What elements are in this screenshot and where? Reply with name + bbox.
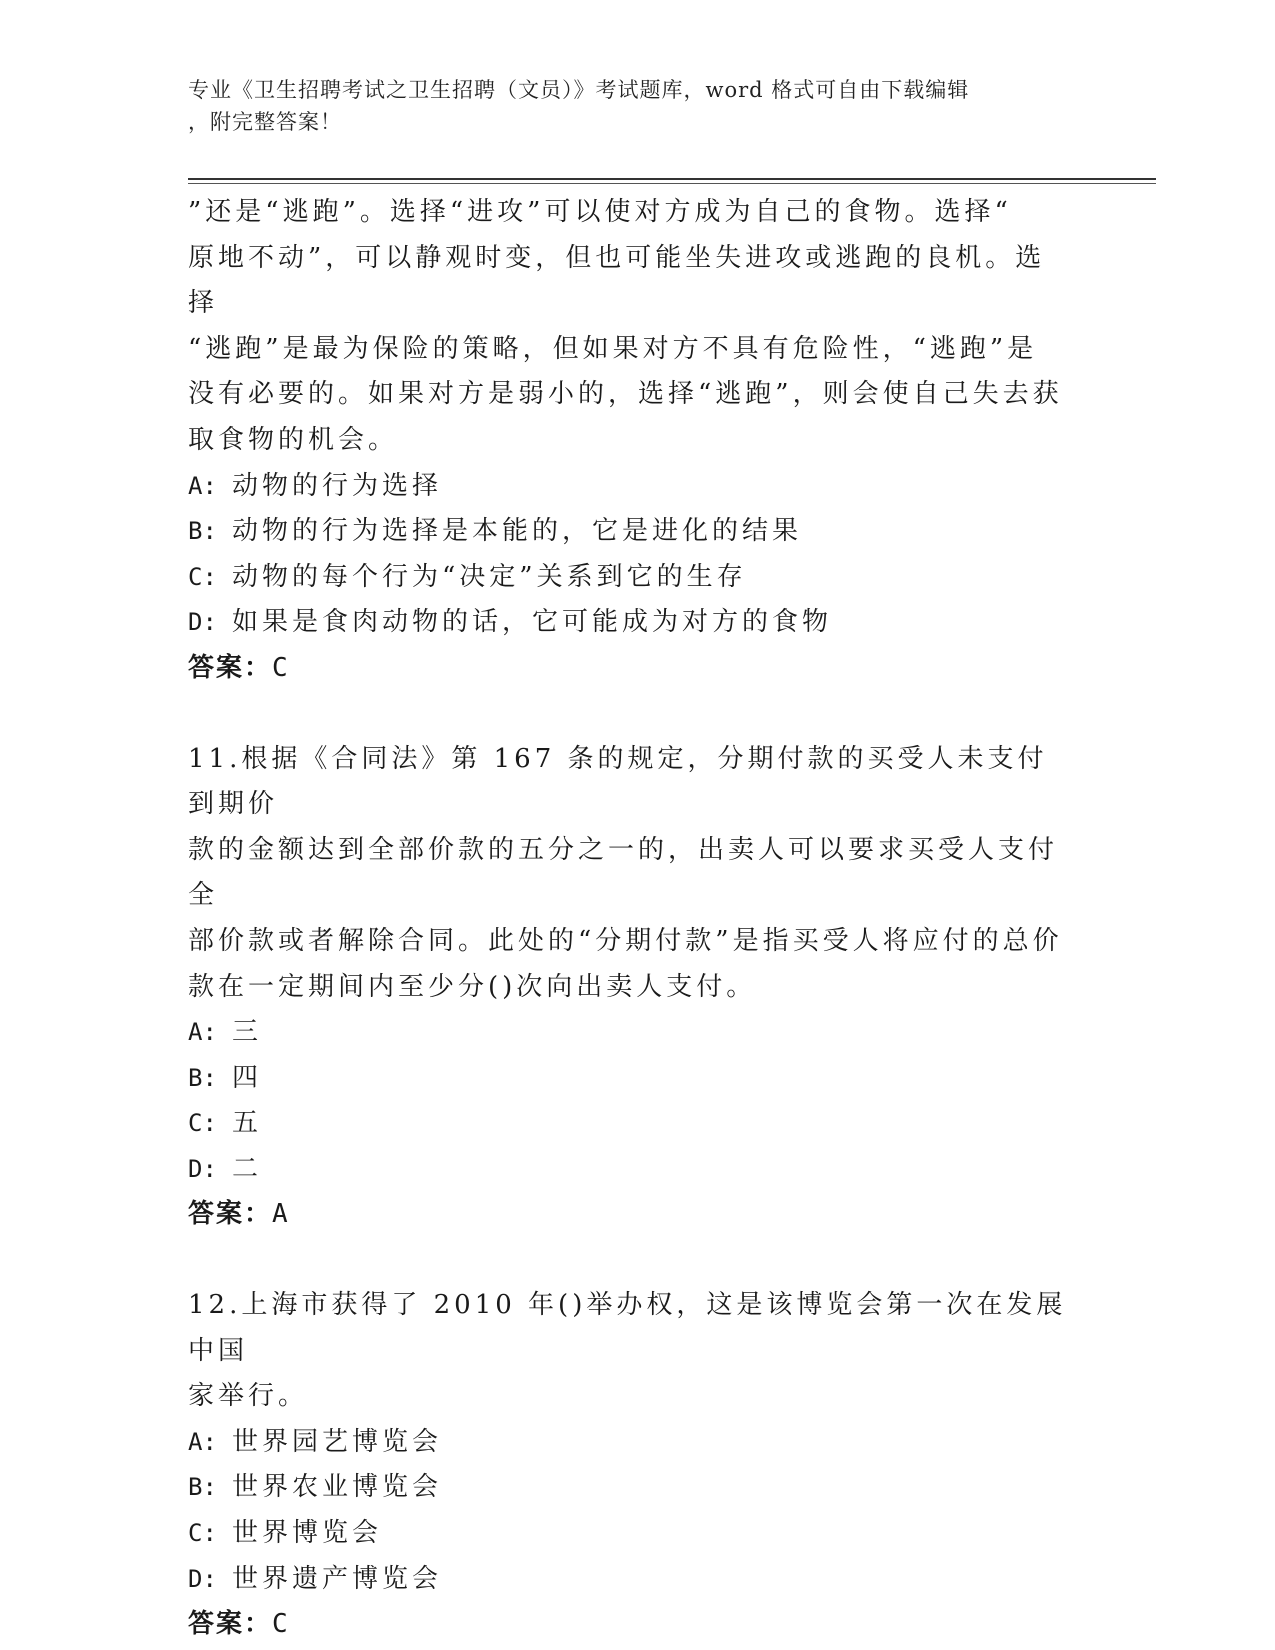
header-line-2: ，附完整答案！: [188, 110, 342, 134]
option-text: 世界园艺博览会: [232, 1426, 443, 1457]
question-list: [188, 190, 1068, 1648]
option-d: [188, 1557, 1068, 1603]
option-d: [188, 600, 1068, 646]
option-text: 动物的行为选择是本能的，它是进化的结果: [232, 516, 803, 547]
option-letter: B:: [188, 1063, 217, 1092]
option-text: 动物的每个行为“决定”关系到它的生存: [232, 561, 747, 592]
option-text: 动物的行为选择: [232, 470, 443, 501]
answer-label: 答案：: [188, 1609, 273, 1640]
option-text: 二: [232, 1153, 263, 1184]
option-letter: C:: [188, 562, 217, 591]
header-divider-thin: [188, 183, 1156, 184]
question-stem-line: 部价款或者解除合同。此处的“分期付款”是指买受人将应付的总价: [188, 925, 1063, 956]
option-c: [188, 1101, 1068, 1147]
answer-label: 答案：: [188, 1199, 273, 1230]
question-12: [188, 1283, 1068, 1648]
header-divider-thick: [188, 178, 1156, 180]
answer-value: A: [272, 1199, 290, 1230]
question-stem-line: 家举行。: [188, 1381, 309, 1412]
question-stem-line: ”还是“逃跑”。选择“进攻”可以使对方成为自己的食物。选择“: [188, 197, 1012, 227]
option-b: [188, 1056, 1068, 1102]
option-letter: A:: [188, 1427, 217, 1456]
question-stem-line: 12.上海市获得了 2010 年()举办权，这是该博览会第一次在发展中国: [188, 1290, 1067, 1366]
option-b: [188, 1465, 1068, 1511]
answer-value: C: [272, 652, 290, 683]
option-c: [188, 555, 1068, 601]
spacer: [188, 692, 1068, 737]
option-text: 五: [232, 1108, 263, 1139]
answer-value: C: [272, 1609, 290, 1640]
option-letter: B:: [188, 517, 217, 546]
option-a: [188, 1010, 1068, 1056]
option-letter: D:: [188, 608, 217, 637]
option-text: 世界博览会: [232, 1518, 383, 1549]
question-stem-line: 款在一定期间内至少分()次向出卖人支付。: [188, 971, 757, 1002]
option-d: [188, 1147, 1068, 1193]
option-letter: C:: [188, 1109, 217, 1138]
option-letter: D:: [188, 1564, 217, 1593]
option-text: 四: [232, 1062, 263, 1093]
answer-line: [188, 1192, 1068, 1238]
option-c: [188, 1511, 1068, 1557]
option-letter: A:: [188, 1018, 217, 1047]
question-stem-line: “逃跑”是最为保险的策略，但如果对方不具有危险性，“逃跑”是: [188, 333, 1038, 364]
question-11: [188, 737, 1068, 1239]
answer-line: [188, 1602, 1068, 1648]
spacer: [188, 1238, 1068, 1283]
option-text: 如果是食肉动物的话，它可能成为对方的食物: [232, 607, 833, 638]
option-letter: B:: [188, 1473, 217, 1502]
option-b: [188, 509, 1068, 555]
answer-line: [188, 646, 1068, 692]
question-stem-line: 11.根据《合同法》第 167 条的规定，分期付款的买受人未支付到期价: [188, 743, 1048, 820]
question-stem-line: 原地不动”，可以静观时变，但也可能坐失进攻或逃跑的良机。选择: [188, 242, 1046, 319]
answer-label: 答案：: [188, 652, 273, 683]
question-stem-line: 取食物的机会。: [188, 424, 399, 455]
option-a: [188, 1420, 1068, 1466]
question-stem-line: 款的金额达到全部价款的五分之一的，出卖人可以要求买受人支付全: [188, 834, 1059, 911]
option-letter: C:: [188, 1519, 217, 1548]
document-header: [188, 74, 1068, 138]
option-text: 三: [232, 1017, 263, 1048]
option-text: 世界遗产博览会: [232, 1563, 443, 1594]
option-text: 世界农业博览会: [232, 1472, 443, 1503]
option-a: [188, 464, 1068, 510]
question-10: [188, 190, 1068, 692]
option-letter: A:: [188, 471, 217, 500]
header-line-1: 专业《卫生招聘考试之卫生招聘（文员）》考试题库，word 格式可自由下载编辑: [188, 78, 970, 102]
question-stem-line: 没有必要的。如果对方是弱小的，选择“逃跑”，则会使自己失去获: [188, 379, 1063, 410]
option-letter: D:: [188, 1154, 217, 1183]
